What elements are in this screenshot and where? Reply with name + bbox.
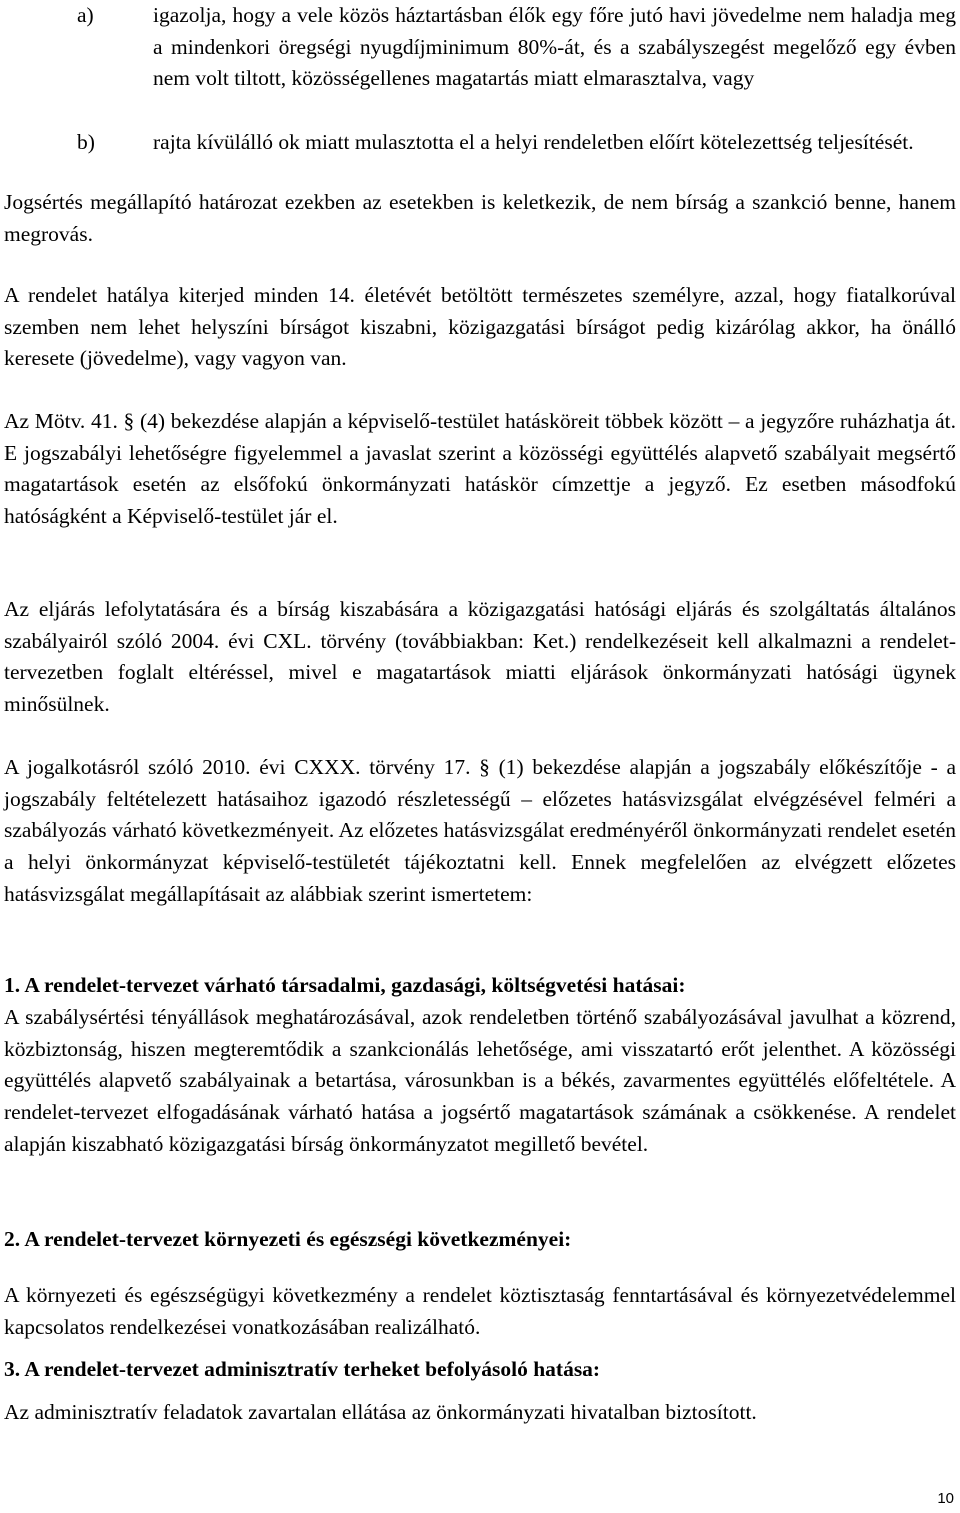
list-item-a	[77, 0, 956, 95]
list-label-a: a)	[77, 3, 94, 27]
section-3-heading: 3. A rendelet-tervezet adminisztratív terheket befolyásoló hatása:	[4, 1357, 601, 1381]
paragraph-eljaras: Az eljárás lefolytatására és a bírság kiszabására a közigazgatási hatósági eljárás és szolgáltatás általános szabályairól szóló 2004. évi CXL. törvény (továbbiakban: Ket.) rendelkezéseit kell alkalmazni a rendelet-tervezetben foglalt eltéréssel, mivel e magatartások miatti eljárások önkormányzati hatósági ügynek minősülnek.	[4, 597, 956, 717]
section-1-heading: 1. A rendelet-tervezet várható társadalmi, gazdasági, költségvetési hatásai:	[4, 973, 686, 997]
list-item-b	[77, 127, 956, 159]
paragraph-motv: Az Mötv. 41. § (4) bekezdése alapján a képviselő-testület hatásköreit többek között – a jegyzőre ruházhatja át. E jogszabályi lehetőségre figyelemmel a javaslat szerint a közösségi együttélés alapvető szabályait megsértő magatartások esetén az elsőfokú önkormányzati hatáskör címzettje a jegyző. Ez esetben másodfokú hatóságként a Képviselő-testület jár el.	[4, 409, 956, 529]
list-text-b: rajta kívülálló ok miatt mulasztotta el a helyi rendeletben előírt kötelezettség teljesítését.	[153, 130, 914, 154]
list-text-a: igazolja, hogy a vele közös háztartásban élők egy főre jutó havi jövedelme nem haladja meg a mindenkori öregségi nyugdíjminimum 80%-át, és a szabályszegést megelőző egy évben nem volt tiltott, közösségellenes magatartás miatt elmarasztalva, vagy	[153, 3, 956, 91]
section-3-text: Az adminisztratív feladatok zavartalan ellátása az önkormányzati hivatalban biztosított.	[4, 1400, 757, 1424]
section-1-text: A szabálysértési tényállások meghatározásával, azok rendeletben történő szabályozásával javulhat a közrend, közbiztonság, hiszen megteremtődik a szankcionálás lehetősége, ami visszatartó erőt jelenthet. A közösségi együttélés alapvető szabályainak a betartása, városunkban is a békés, zavarmentes együttélés előfeltétele. A rendelet-tervezet elfogadásának várható hatása a jogsértő magatartások számának a csökkenése. A rendelet alapján kiszabható közigazgatási bírság önkormányzatot megillető bevétel.	[4, 1005, 956, 1156]
section-2-heading: 2. A rendelet-tervezet környezeti és egészségi következményei:	[4, 1227, 572, 1251]
section-2-text: A környezeti és egészségügyi következmény a rendelet köztisztaság fenntartásával és környezetvédelemmel kapcsolatos rendelkezései vonatkozásában realizálható.	[4, 1283, 956, 1339]
paragraph-rendelet-hatalya: A rendelet hatálya kiterjed minden 14. életévét betöltött természetes személyre, azzal, hogy fiatalkorúval szemben nem lehet helyszíni bírságot kiszabni, közigazgatási bírságot pedig kizárólag akkor, ha önálló keresete (jövedelme), vagy vagyon van.	[4, 283, 956, 371]
list-label-b: b)	[77, 130, 95, 154]
paragraph-jogsertes: Jogsértés megállapító határozat ezekben az esetekben is keletkezik, de nem bírság a szankció benne, hanem megrovás.	[4, 190, 956, 246]
page-number: 10	[937, 1490, 954, 1507]
paragraph-jogalkotas: A jogalkotásról szóló 2010. évi CXXX. törvény 17. § (1) bekezdése alapján a jogszabály előkészítője - a jogszabály feltételezett hatásaihoz igazodó részletességű – előzetes hatásvizsgálat elvégzésével felméri a szabályozás várható következményeit. Az előzetes hatásvizsgálat eredményéről önkormányzati rendelet esetén a helyi önkormányzat képviselő-testületét tájékoztatni kell. Ennek megfelelően az elvégzett előzetes hatásvizsgálat megállapításait az alábbiak szerint ismertetem:	[4, 755, 956, 906]
